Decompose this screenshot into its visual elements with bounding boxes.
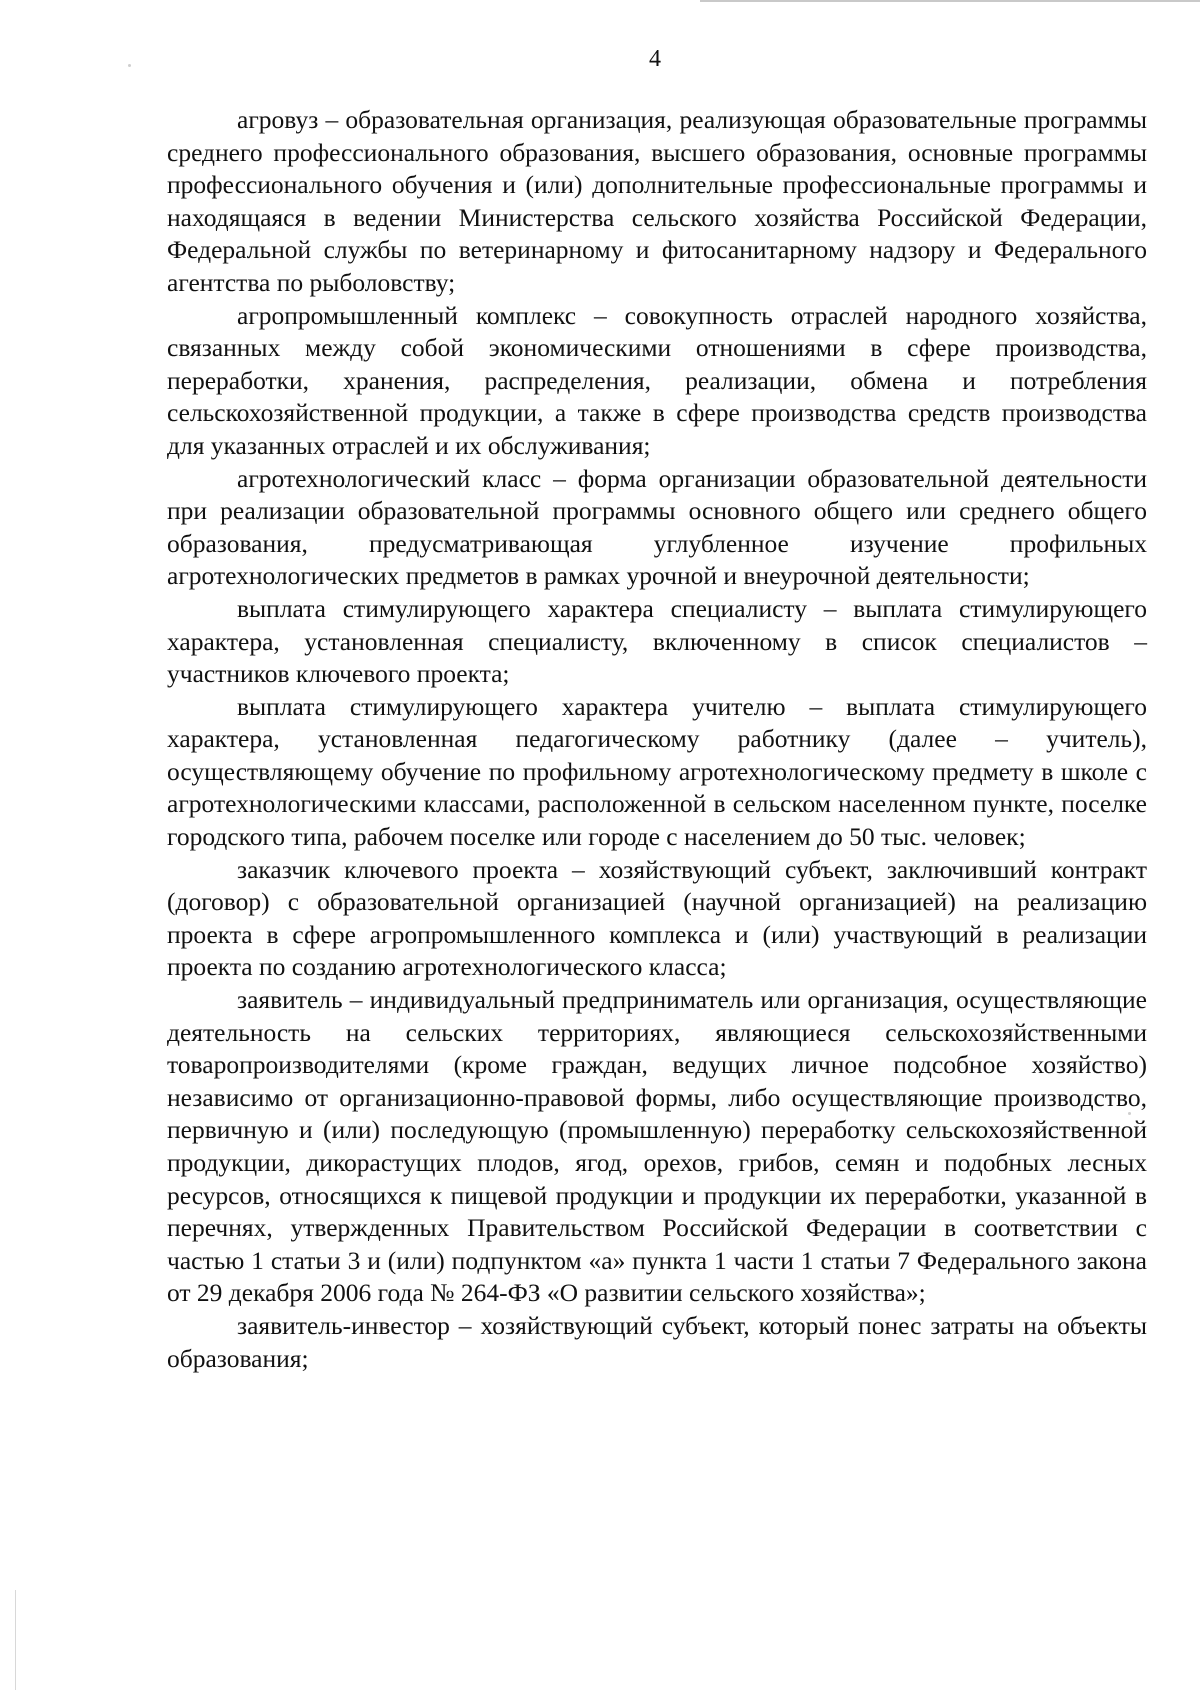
definition-applicant-investor: заявитель-инвестор – хозяйствующий субъект, который понес затраты на объекты образования;	[167, 1310, 1147, 1373]
scan-edge-line	[700, 0, 1200, 2]
definition-applicant: заявитель – индивидуальный предприниматель или организация, осуществляющие деятельность на сельских территориях, являющиеся сельскохозяйственными товаропроизводителями (кроме граждан, ведущих личное подсобное хозяйство) независимо от организационно-правовой формы, либо осуществляющие производство, первичную и (или) последующую (промышленную) переработку сельскохозяйственной продукции, дикорастущих плодов, ягод, орехов, грибов, семян и подобных лесных ресурсов, относящихся к пищевой продукции и продукции их переработки, указанной в перечнях, утвержденных Правительством Российской Федерации в соответствии с частью 1 статьи 3 и (или) подпунктом «а» пункта 1 части 1 статьи 7 Федерального закона от 29 декабря 2006 года № 264-ФЗ «О развитии сельского хозяйства»;	[167, 985, 1147, 1308]
definition-specialist-payment: выплата стимулирующего характера специалисту – выплата стимулирующего характера, установленная специалисту, включенному в список специалистов – участников ключевого проекта;	[167, 593, 1147, 689]
page-number: 4	[649, 46, 661, 72]
definition-teacher-payment: выплата стимулирующего характера учителю – выплата стимулирующего характера, установленная педагогическому работнику (далее – учитель), осуществляющему обучение по профильному агротехнологическому предмету в школе с агротехнологическими классами, расположенной в сельском населенном пункте, поселке городского типа, рабочем поселке или городе с населением до 50 тыс. человек;	[167, 691, 1147, 852]
definition-agrotech-class: агротехнологический класс – форма организации образовательной деятельности при реализации образовательной программы основного общего или среднего общего образования, предусматривающая углубленное изучение профильных агротехнологических предметов в рамках урочной и внеурочной деятельности;	[167, 463, 1147, 591]
definition-agro-industrial-complex: агропромышленный комплекс – совокупность отраслей народного хозяйства, связанных между собой экономическими отношениями в сфере производства, переработки, хранения, распределения, реализации, обмена и потребления сельскохозяйственной продукции, а также в сфере производства средств производства для указанных отраслей и их обслуживания;	[167, 300, 1147, 460]
scan-margin-mark	[15, 1590, 16, 1690]
definition-agrovuz: агровуз – образовательная организация, реализующая образовательные программы среднего профессионального образования, высшего образования, основные программы профессионального обучения и (или) дополнительные профессиональные программы и находящаяся в ведении Министерства сельского хозяйства Российской Федерации, Федеральной службы по ветеринарному и фитосанитарному надзору и Федерального агентства по рыболовству;	[167, 105, 1147, 297]
document-body	[167, 104, 1147, 1375]
definition-key-project-customer: заказчик ключевого проекта – хозяйствующий субъект, заключивший контракт (договор) с образовательной организацией (научной организацией) на реализацию проекта в сфере агропромышленного комплекса и (или) участвующий в реализации проекта по созданию агротехнологического класса;	[167, 854, 1147, 982]
